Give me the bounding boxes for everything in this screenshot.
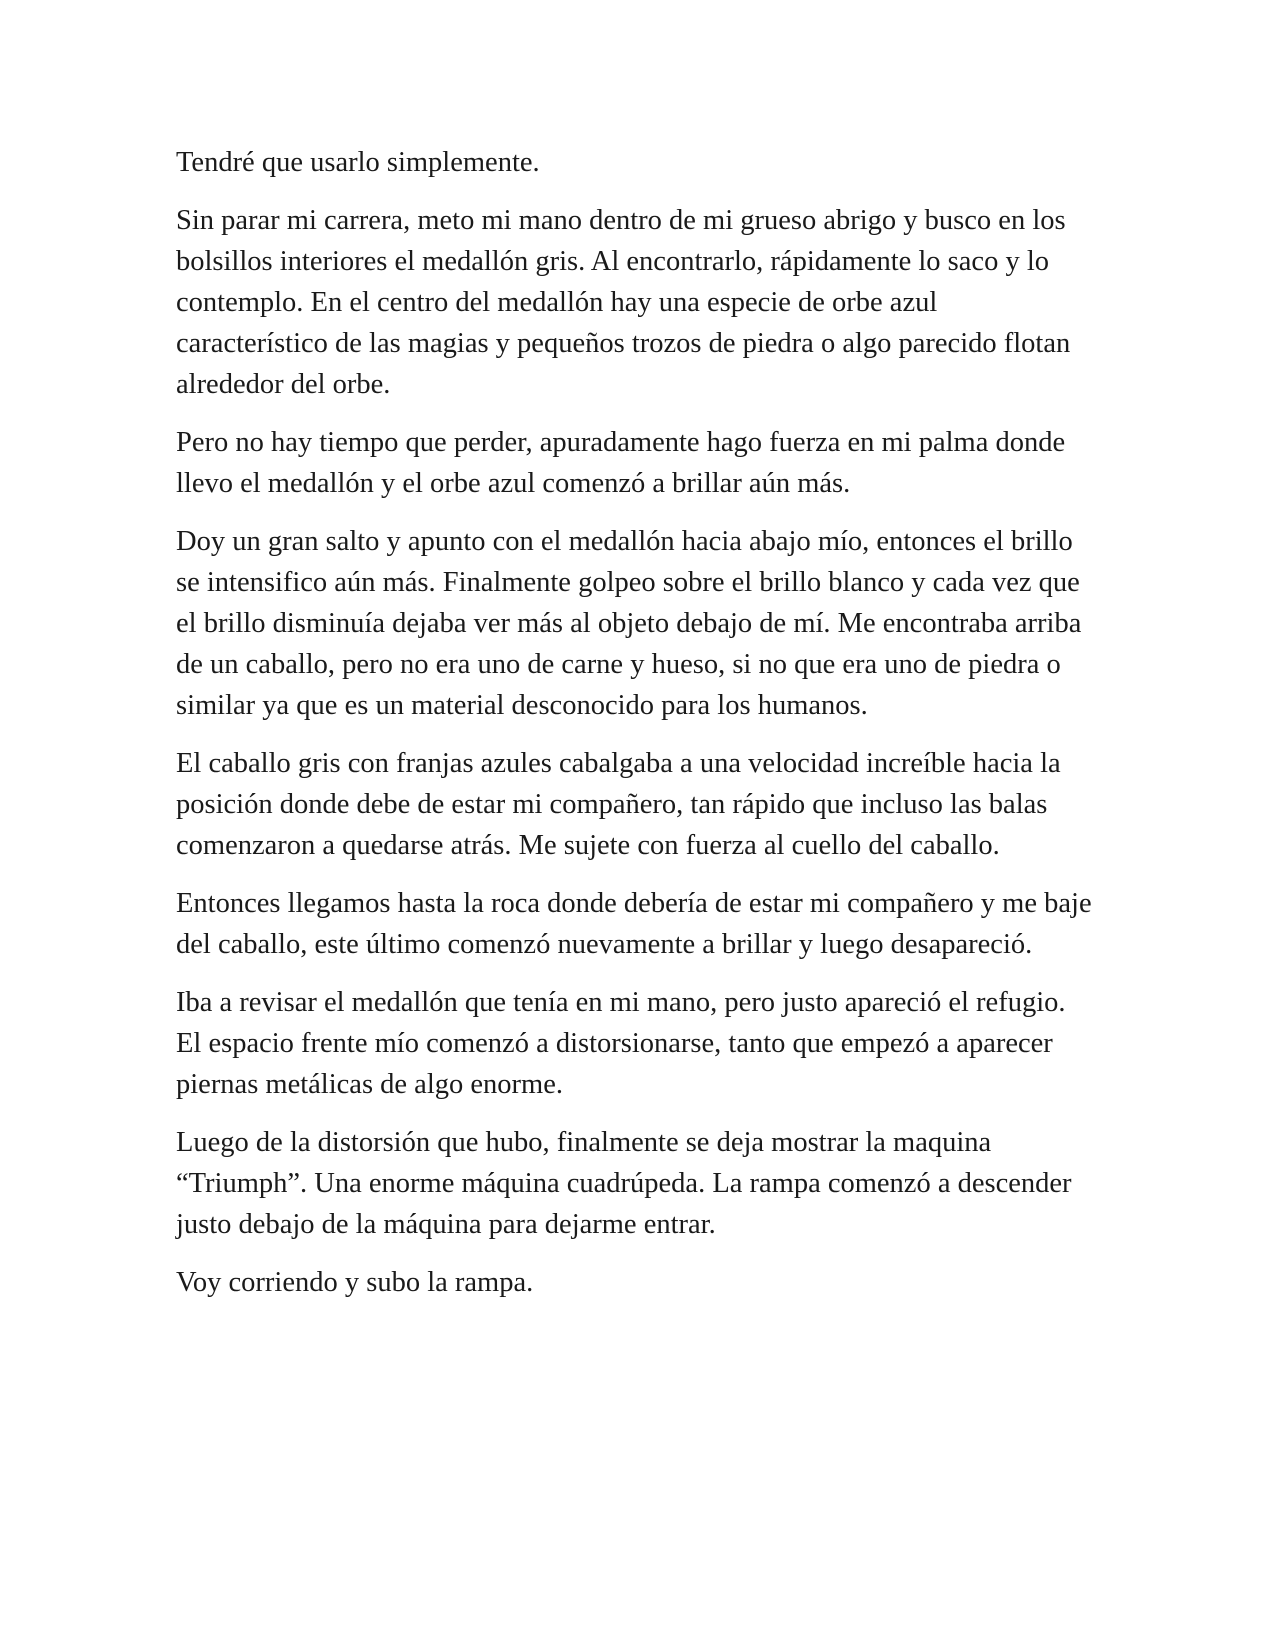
paragraph-5: El caballo gris con franjas azules cabalgaba a una velocidad increíble hacia la posición donde debe de estar mi compañero, tan rápido que incluso las balas comenzaron a quedarse atrás. Me sujete con fuerza al cuello del caballo. <box>176 748 1061 861</box>
paragraph-6: Entonces llegamos hasta la roca donde debería de estar mi compañero y me baje del caballo, este último comenzó nuevamente a brillar y luego desapareció. <box>176 888 1092 960</box>
paragraph-8: Luego de la distorsión que hubo, finalmente se deja mostrar la maquina “Triumph”. Una enorme máquina cuadrúpeda. La rampa comenzó a descender justo debajo de la máquina para dejarme entrar. <box>176 1127 1072 1240</box>
paragraph-1: Tendré que usarlo simplemente. <box>176 147 540 178</box>
paragraph-4: Doy un gran salto y apunto con el medallón hacia abajo mío, entonces el brillo se intensifico aún más. Finalmente golpeo sobre el brillo blanco y cada vez que el brillo disminuía dejaba ver más al objeto debajo de mí. Me encontraba arriba de un caballo, pero no era uno de carne y hueso, si no que era uno de piedra o similar ya que es un material desconocido para los humanos. <box>176 526 1082 721</box>
paragraph-7: Iba a revisar el medallón que tenía en mi mano, pero justo apareció el refugio. El espacio frente mío comenzó a distorsionarse, tanto que empezó a aparecer piernas metálicas de algo enorme. <box>176 987 1066 1100</box>
paragraph-3: Pero no hay tiempo que perder, apuradamente hago fuerza en mi palma donde llevo el medallón y el orbe azul comenzó a brillar aún más. <box>176 427 1066 499</box>
paragraph-9: Voy corriendo y subo la rampa. <box>176 1267 534 1298</box>
document-body <box>176 142 1096 1320</box>
paragraph-2: Sin parar mi carrera, meto mi mano dentro de mi grueso abrigo y busco en los bolsillos interiores el medallón gris. Al encontrarlo, rápidamente lo saco y lo contemplo. En el centro del medallón hay una especie de orbe azul característico de las magias y pequeños trozos de piedra o algo parecido flotan alrededor del orbe. <box>176 205 1071 400</box>
